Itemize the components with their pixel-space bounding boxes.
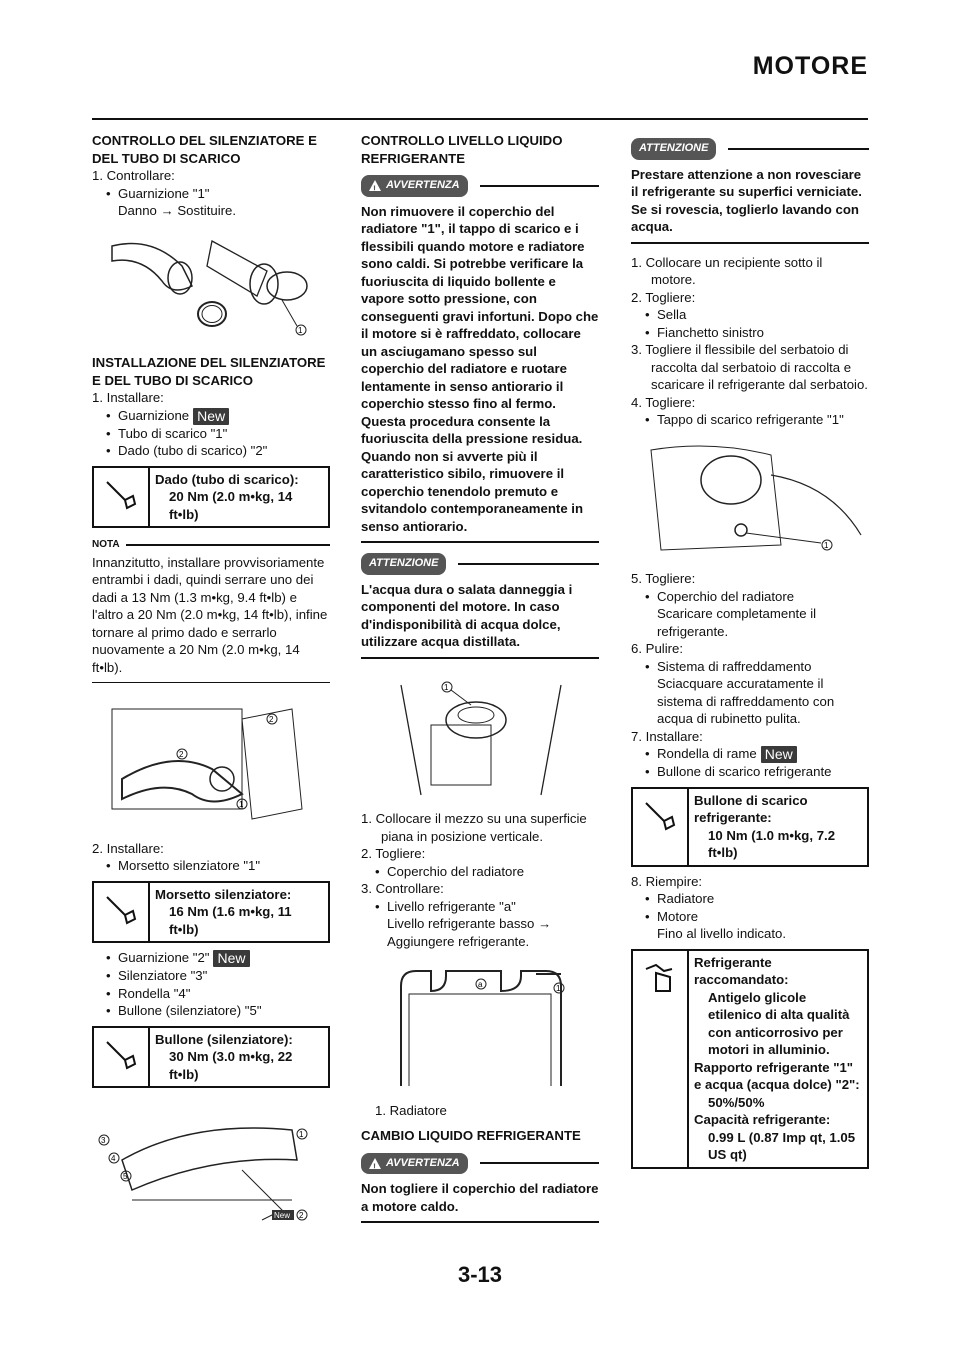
torque-spec [631, 787, 869, 867]
silencer-illustration [92, 1100, 330, 1225]
nota-text: Innanzitutto, installare provvisoriamente entrambi i dadi, quindi serrare uno dei dadi a 13 Nm (1.3 m•kg, 9.4 ft•lb) e l'altro a 20 Nm (2.0 m•kg, 14 ft•lb), infine tornare al primo dado e serrarlo nuovamente a 20 Nm (2.0 m•kg, 14 ft•lb). [92, 554, 330, 684]
section-title: CAMBIO LIQUIDO REFRIGERANTE [361, 1128, 581, 1143]
column-1 [92, 132, 330, 1236]
column-3 [631, 132, 869, 1175]
spec-title: Bullone di scarico refrigerante: [694, 792, 808, 826]
nota-header: NOTA [92, 536, 330, 554]
warning-text: Non rimuovere il coperchio del radiatore "1", il tappo di scarico e i flessibili quando motore e radiatore sono caldi. Si potrebbe verificare la fuoriuscita di liquido bollente e vapore sotto pressione, con conseguenti gravi infortuni. Dopo che il motore si è raffreddato, collocare un asciugamano spesso sul coperchio del radiatore e ruotare lentamente in senso antiorario il coperchio stesso fino al fermo. Questa procedura consente la fuoriuscita della pressione residua. Quando non si avverte più il caratteristico sibilo, rimuovere il coperchio tenendolo premuto e svitandolo contemporaneamente in senso antiorario. [361, 203, 599, 544]
step: 4. Togliere: [631, 394, 696, 410]
bullet: • Sistema di raffreddamento [631, 658, 869, 676]
warning-header [361, 175, 599, 197]
sub-text: Scaricare completamente il refrigerante. [657, 606, 817, 639]
column-2 [361, 132, 599, 1233]
step: 6. Pulire: [631, 641, 684, 656]
bullet: • Tappo di scarico refrigerante "1" [631, 411, 869, 429]
caution-text: Prestare attenzione a non rovesciare il refrigerante su superfici verniciate. Se si rovescia, toglierlo lavando con acqua. [631, 166, 869, 244]
sub-text: Livello refrigerante basso → Aggiungere refrigerante. [387, 916, 552, 949]
wrench-icon [103, 893, 139, 927]
radiator-cap-illustration [361, 675, 599, 800]
bullet: • Coperchio del radiatore [361, 863, 599, 881]
caution-header [361, 553, 599, 575]
bullet: • Silenziatore "3" [92, 967, 330, 985]
drain-bolt-illustration [631, 435, 869, 560]
sub-text: Danno → Sostituire. [118, 203, 237, 218]
warning-badge: ! AVVERTENZA [361, 1153, 468, 1175]
step: 2. Togliere: [361, 846, 426, 861]
wrench-icon [103, 478, 139, 512]
warning-text: Non togliere il coperchio del radiatore a motore caldo. [361, 1180, 599, 1223]
bullet: • Fianchetto sinistro [631, 324, 869, 342]
bullet: • Rondella "4" [92, 985, 330, 1003]
bullet: • Radiatore [631, 890, 869, 908]
step: 2. Installare: [92, 840, 164, 856]
spec-value: Antigelo glicole etilenico di alta qualità con anticorrosivo per motori in alluminio. [708, 989, 850, 1058]
coolant-level-illustration [361, 956, 599, 1091]
figure-caption: 1. Radiatore [375, 1102, 447, 1118]
bullet: • Coperchio del radiatore [631, 588, 869, 606]
svg-text:1: 1 [239, 800, 244, 810]
bullet: • Bullone (silenziatore) "5" [92, 1002, 330, 1020]
coolant-spec [631, 949, 869, 1169]
wrench-icon [103, 1038, 139, 1072]
bullet: • Rondella di rame New [631, 745, 869, 763]
step: 3. Controllare: [361, 881, 444, 896]
spec-title: Rapporto refrigerante "1" e acqua (acqua dolce) "2": [694, 1059, 860, 1093]
svg-text:a: a [478, 980, 483, 989]
bullet: • Guarnizione "2" New [92, 949, 330, 967]
warning-header [361, 1153, 599, 1175]
step: 2. Togliere: [631, 289, 696, 305]
page-number: 3-13 [457, 1262, 503, 1287]
step: 8. Riempire: [631, 873, 703, 889]
bullet: • Motore [631, 908, 869, 926]
spec-title: Capacità refrigerante: [694, 1112, 831, 1128]
svg-text:1: 1 [444, 682, 449, 692]
oil-can-icon [642, 961, 678, 995]
spec-title: Refrigerante raccomandato: [694, 954, 789, 988]
bullet: • Tubo di scarico "1" [92, 425, 330, 443]
callout: 1 [298, 325, 303, 335]
spec-title: Bullone (silenziatore): [155, 1031, 293, 1047]
new-badge: New [761, 746, 797, 763]
sub-text: Sciacquare accuratamente il sistema di raffreddamento con acqua di rubinetto pulita. [657, 676, 835, 726]
bullet: • Morsetto silenziatore "1" [92, 857, 330, 875]
new-badge: New [193, 408, 229, 425]
step: 1. Installare: [92, 390, 164, 405]
svg-text:1: 1 [824, 540, 829, 550]
sub-text: Fino al livello indicato. [657, 926, 787, 942]
bullet: • Dado (tubo di scarico) "2" [92, 442, 330, 460]
bullet: • Guarnizione New [92, 407, 330, 425]
gasket-pipe-illustration [92, 226, 330, 336]
spec-value: 10 Nm (1.0 m•kg, 7.2 ft•lb) [708, 827, 836, 861]
step: 7. Installare: [631, 728, 703, 744]
step: 1. Collocare il mezzo su una superficie piana in posizione verticale. [361, 811, 587, 844]
torque-spec [92, 466, 330, 529]
section-title: CONTROLLO DEL SILENZIATORE E DEL TUBO DI SCARICO [92, 133, 317, 166]
section-title: CONTROLLO LIVELLO LIQUIDO REFRIGERANTE [361, 133, 563, 166]
svg-text:3: 3 [101, 1136, 106, 1146]
spec-value: 30 Nm (3.0 m•kg, 22 ft•lb) [169, 1049, 293, 1082]
caution-text: L'acqua dura o salata danneggia i componenti del motore. In caso d'indisponibilità di acqua dolce, utilizzare acqua distillata. [361, 581, 599, 659]
caution-badge: ATTENZIONE [361, 553, 446, 575]
spec-title: Dado (tubo di scarico): [155, 471, 299, 487]
new-badge: New [213, 950, 249, 967]
exhaust-nuts-illustration [92, 699, 330, 829]
spec-title: Morsetto silenziatore: [155, 886, 292, 902]
warning-icon [369, 180, 381, 191]
step: 5. Togliere: [631, 571, 696, 586]
bullet: • Guarnizione "1" [92, 185, 330, 203]
wrench-icon [642, 799, 678, 833]
caution-header [631, 138, 869, 160]
step: 1. Collocare un recipiente sotto il motore. [631, 254, 823, 287]
header-rule [92, 118, 868, 120]
caution-badge: ATTENZIONE [631, 138, 716, 160]
svg-text:2: 2 [299, 1211, 304, 1221]
svg-text:1: 1 [556, 984, 561, 993]
warning-icon [369, 1158, 381, 1169]
warning-badge: ! AVVERTENZA [361, 175, 468, 197]
bullet: • Sella [631, 306, 869, 324]
page-title: MOTORE [752, 52, 868, 80]
svg-text:5: 5 [123, 1172, 128, 1182]
bullet: • Livello refrigerante "a" [361, 898, 599, 916]
svg-text:4: 4 [111, 1154, 116, 1164]
bullet: • Bullone di scarico refrigerante [631, 763, 869, 781]
svg-text:2: 2 [179, 750, 184, 760]
spec-value: 16 Nm (1.6 m•kg, 11 ft•lb) [169, 904, 292, 937]
step: 3. Togliere il flessibile del serbatoio di raccolta dal serbatoio di raccolta e scaricare il refrigerante dal serbatoio. [631, 342, 868, 392]
step: 1. Controllare: [92, 168, 175, 183]
svg-text:New: New [274, 1211, 291, 1221]
torque-spec [92, 881, 330, 944]
section-title: INSTALLAZIONE DEL SILENZIATORE E DEL TUBO DI SCARICO [92, 355, 326, 388]
spec-value: 0.99 L (0.87 Imp qt, 1.05 US qt) [708, 1129, 856, 1163]
spec-value: 50%/50% [708, 1094, 765, 1110]
svg-text:2: 2 [269, 715, 274, 725]
svg-text:1: 1 [299, 1130, 304, 1140]
spec-value: 20 Nm (2.0 m•kg, 14 ft•lb) [169, 489, 293, 522]
torque-spec [92, 1026, 330, 1089]
